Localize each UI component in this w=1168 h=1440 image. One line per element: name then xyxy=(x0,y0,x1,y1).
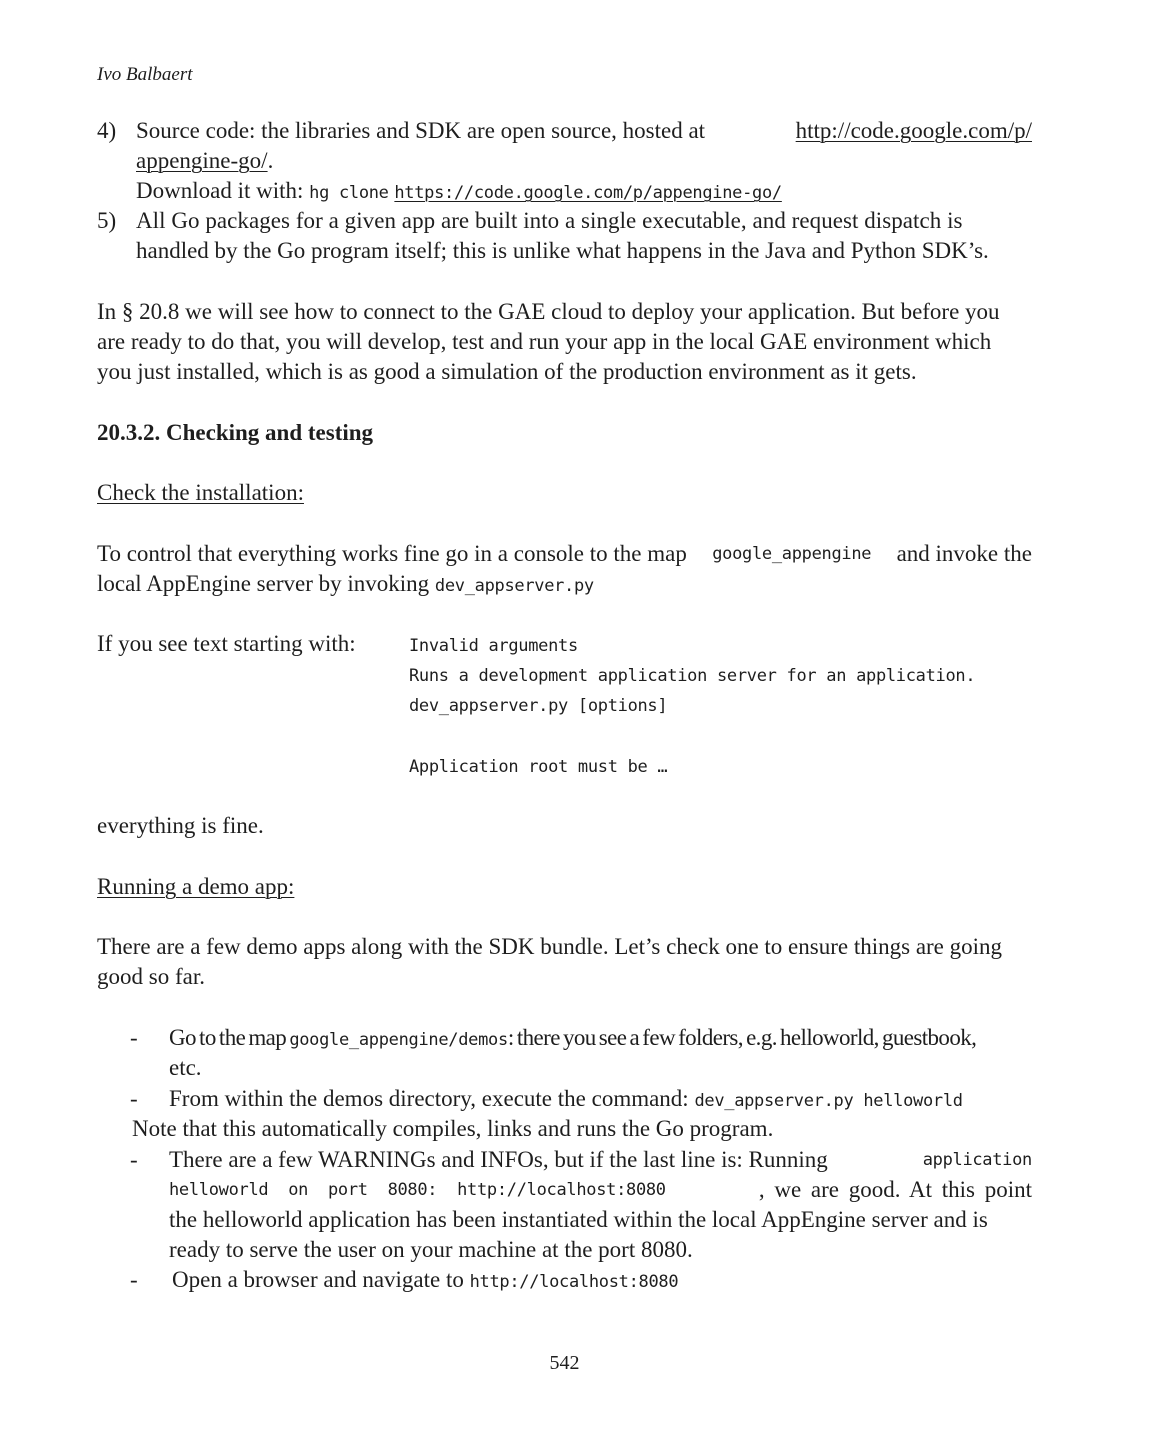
download-line xyxy=(136,176,782,208)
bullet-dash: - xyxy=(130,1147,138,1172)
output-line-2: Runs a development application server for an application. xyxy=(409,666,976,686)
application-code: application xyxy=(922,1150,1032,1170)
bullet-2-line xyxy=(169,1084,963,1116)
dev-appserver-code: dev_appserver.py xyxy=(434,576,594,596)
localhost-url-code: http://localhost:8080 xyxy=(469,1272,679,1292)
running-app-code: helloworld on port 8080: http://localhost:8080 xyxy=(169,1180,666,1200)
list-item-4-line-2 xyxy=(136,146,273,176)
bullet-text: There are a few WARNINGs and INFOs, but if the last line is: Running xyxy=(169,1147,828,1172)
hg-clone-command: hg clone xyxy=(309,183,389,203)
bullet-1-line-2: etc. xyxy=(169,1055,202,1080)
check-line-2 xyxy=(97,569,594,601)
demos-path-code: google_appengine/demos xyxy=(289,1030,508,1050)
list-item-4-line-1 xyxy=(136,116,1032,146)
note-line: Note that this automatically compiles, links and runs the Go program. xyxy=(132,1116,774,1141)
download-text: Download it with: xyxy=(136,178,304,203)
check-installation-heading: Check the installation: xyxy=(97,480,304,505)
bullet-1-line-1 xyxy=(169,1023,976,1055)
check-line-1 xyxy=(97,539,1032,569)
running-demo-heading: Running a demo app: xyxy=(97,874,295,899)
output-label: If you see text starting with: xyxy=(97,631,356,656)
code-google-link-cont[interactable]: appengine-go/ xyxy=(136,148,268,173)
bullet-text: Go to the map xyxy=(169,1025,287,1050)
code-google-link[interactable]: http://code.google.com/p/ xyxy=(795,118,1032,143)
check-text: To control that everything works fine go in a console to the map xyxy=(97,541,687,566)
output-line-5: Application root must be … xyxy=(409,757,668,777)
check-text: and invoke the xyxy=(896,541,1032,566)
item-text: Source code: the libraries and SDK are open source, hosted at xyxy=(136,118,706,143)
bullet-dash: - xyxy=(130,1267,138,1292)
bullet-text: , we are good. At this point xyxy=(758,1177,1032,1202)
bullet-3-line-3: the helloworld application has been instantiated within the local AppEngine server and is xyxy=(169,1207,988,1232)
period: . xyxy=(267,148,274,173)
bullet-3-line-1 xyxy=(169,1145,1032,1175)
demo-para-line-2: good so far. xyxy=(97,964,205,989)
intro-line-3: you just installed, which is as good a simulation of the production environment as it gets. xyxy=(97,359,917,384)
bullet-text: From within the demos directory, execute the command: xyxy=(169,1086,689,1111)
output-line-3: dev_appserver.py [options] xyxy=(409,696,668,716)
conclusion-text: everything is fine. xyxy=(97,813,264,838)
bullet-text: : there you see a few folders, e.g. helloworld, guestbook, xyxy=(507,1025,977,1050)
clone-url-link[interactable]: https://code.google.com/p/appengine-go/ xyxy=(394,183,782,203)
list-item-5 xyxy=(97,206,116,236)
bullet-3-line-4: ready to serve the user on your machine at the port 8080. xyxy=(169,1237,693,1262)
bullet-dash: - xyxy=(130,1086,138,1111)
bullet-3-line-2 xyxy=(169,1175,1032,1205)
page-number: 542 xyxy=(549,1352,580,1374)
list-number: 5) xyxy=(97,208,117,233)
output-line-1: Invalid arguments xyxy=(409,636,578,656)
intro-line-1: In § 20.8 we will see how to connect to the GAE cloud to deploy your application. But before you xyxy=(97,299,1000,324)
intro-line-2: are ready to do that, you will develop, test and run your app in the local GAE environment which xyxy=(97,329,992,354)
section-heading: 20.3.2. Checking and testing xyxy=(97,420,374,445)
run-helloworld-code: dev_appserver.py helloworld xyxy=(694,1091,963,1111)
check-text: local AppEngine server by invoking xyxy=(97,571,430,596)
bullet-4-line xyxy=(172,1265,678,1297)
list-item-4 xyxy=(97,116,116,146)
list-number: 4) xyxy=(97,118,117,143)
list-item-5-line-2: handled by the Go program itself; this is unlike what happens in the Java and Python SDK’s. xyxy=(136,238,989,263)
bullet-dash: - xyxy=(130,1025,138,1050)
demo-para-line-1: There are a few demo apps along with the SDK bundle. Let’s check one to ensure things are going xyxy=(97,934,1003,959)
bullet-text: Open a browser and navigate to xyxy=(172,1267,464,1292)
running-header-author: Ivo Balbaert xyxy=(97,64,193,85)
google-appengine-code: google_appengine xyxy=(712,544,872,564)
list-item-5-line-1: All Go packages for a given app are built into a single executable, and request dispatch is xyxy=(136,208,963,233)
